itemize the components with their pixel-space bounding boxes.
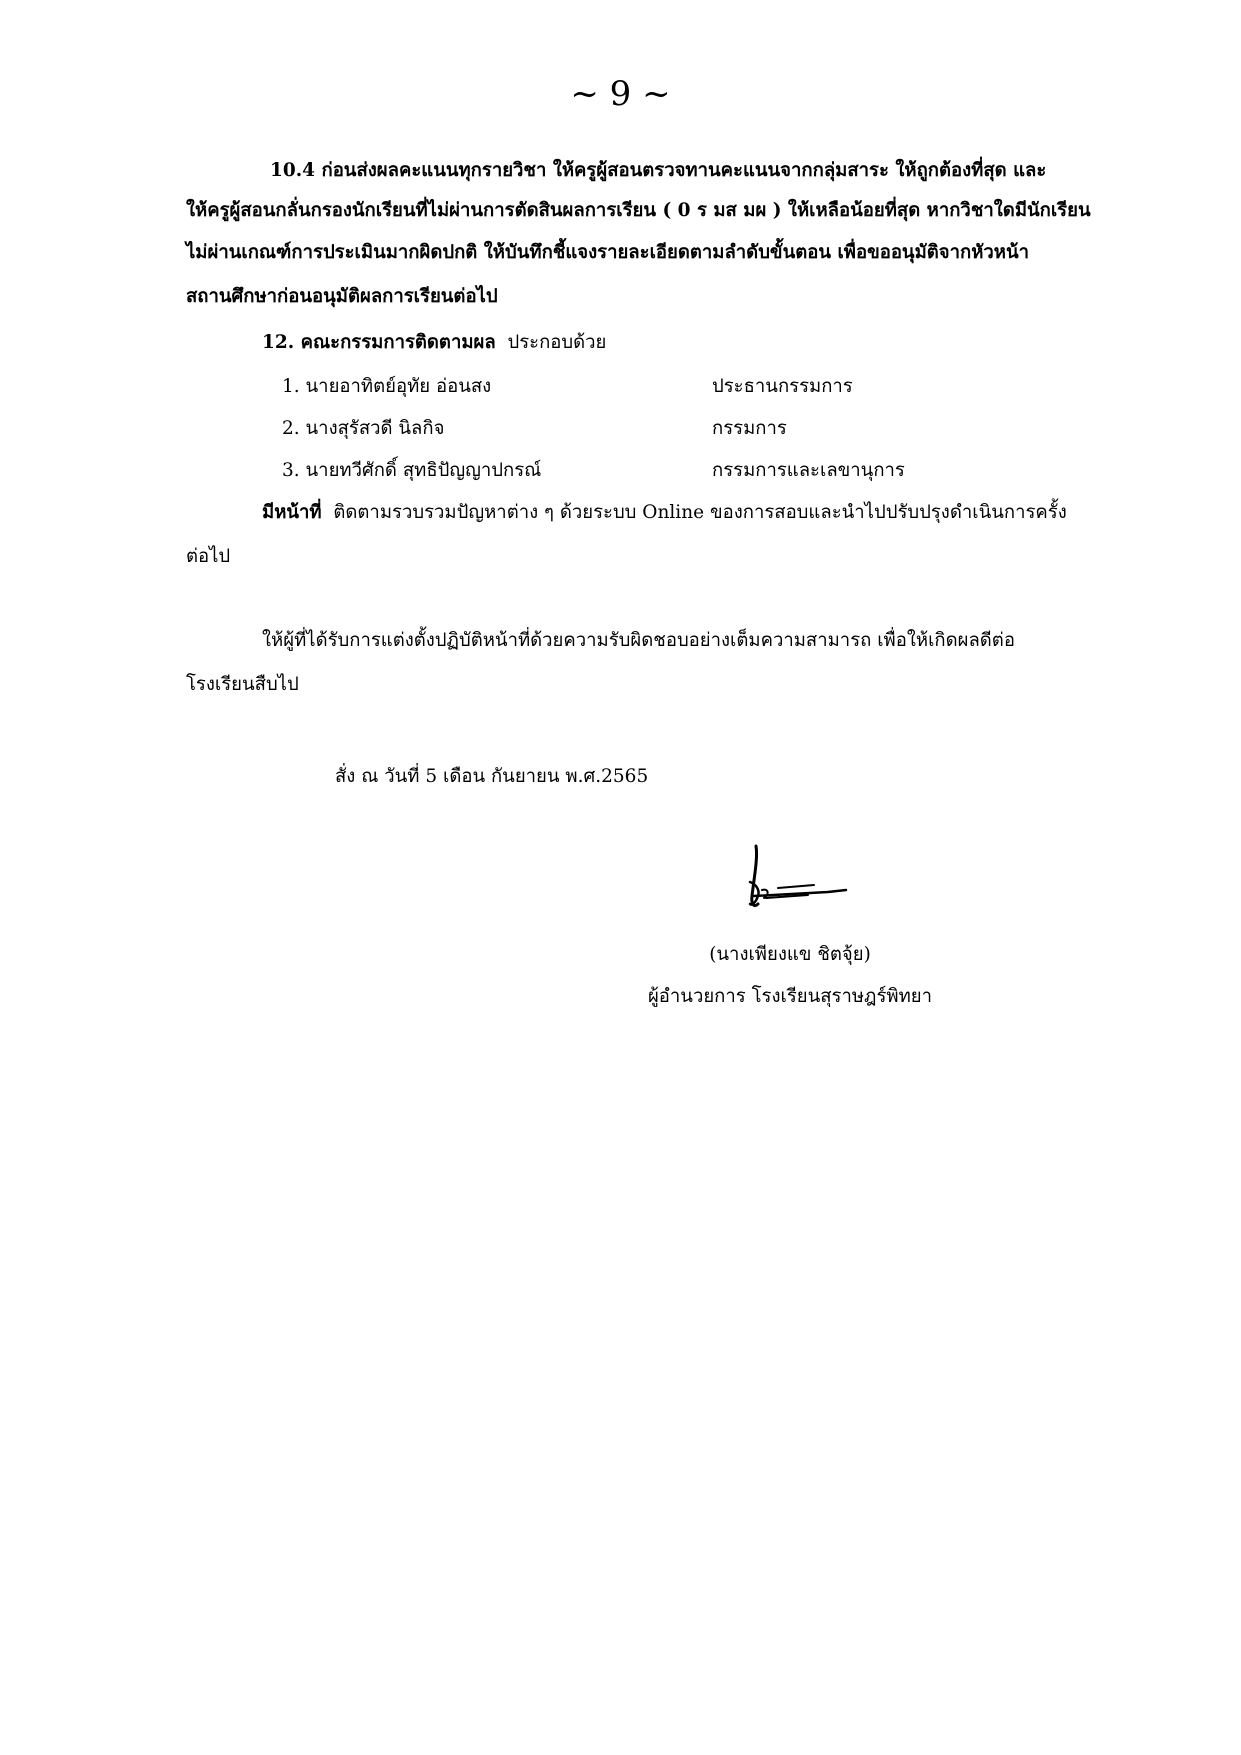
section-10-4-line-4: สถานศึกษาก่อนอนุมัติผลการเรียนต่อไป [186, 286, 498, 307]
member-1-name: 1. นายอาทิตย์อุทัย อ่อนสง [282, 376, 492, 397]
member-3-role: กรรมการและเลขานุการ [712, 460, 905, 481]
section-12-heading [262, 330, 606, 356]
section-12-heading-label: 12. คณะกรรมการติดตามผล [262, 332, 496, 353]
member-2-role: กรรมการ [712, 418, 787, 439]
section-10-4-line-3: ไม่ผ่านเกณฑ์การประเมินมากผิดปกติ ให้บันทึกชี้แจงรายละเอียดตามลำดับขั้นตอน เพื่อขออนุมัติจากหัวหน้า [186, 242, 1030, 263]
member-2-name: 2. นางสุรัสวดี นิลกิจ [282, 418, 445, 439]
signatory-name: (นางเพียงแข ชิตจุ้ย) [709, 944, 871, 965]
duty-continuation: ต่อไป [186, 546, 231, 567]
page-number: ~ 9 ~ [570, 74, 671, 114]
duty-text: ติดตามรวบรวมปัญหาต่าง ๆ ด้วยระบบ Online ของการสอบและนำไปปรับปรุงดำเนินการครั้ง [333, 502, 1067, 523]
closing-line-2: โรงเรียนสืบไป [186, 674, 299, 695]
signature-image [748, 838, 858, 918]
duty-label: มีหน้าที่ [262, 502, 322, 523]
section-10-4-line-1: 10.4 ก่อนส่งผลคะแนนทุกรายวิชา ให้ครูผู้สอนตรวจทานคะแนนจากกลุ่มสาระ ให้ถูกต้องที่สุด และ [270, 160, 1047, 181]
section-12-heading-suffix: ประกอบด้วย [507, 332, 607, 353]
signatory-position: ผู้อำนวยการ โรงเรียนสุราษฎร์พิทยา [647, 986, 933, 1007]
member-3-name: 3. นายทวีศักดิ์ สุทธิปัญญาปกรณ์ [282, 460, 542, 481]
member-1-role: ประธานกรรมการ [712, 376, 853, 397]
closing-line-1: ให้ผู้ที่ได้รับการแต่งตั้งปฏิบัติหน้าที่ด้วยความรับผิดชอบอย่างเต็มความสามารถ เพื่อให้เกิดผลดีต่อ [262, 630, 1015, 651]
order-date: สั่ง ณ วันที่ 5 เดือน กันยายน พ.ศ.2565 [335, 766, 649, 787]
section-10-4-line-2: ให้ครูผู้สอนกลั่นกรองนักเรียนที่ไม่ผ่านการตัดสินผลการเรียน ( 0 ร มส มผ ) ให้เหลือน้อยที่สุด หากวิชาใดมีนักเรียน [186, 200, 1091, 221]
duty-line [262, 500, 1067, 526]
